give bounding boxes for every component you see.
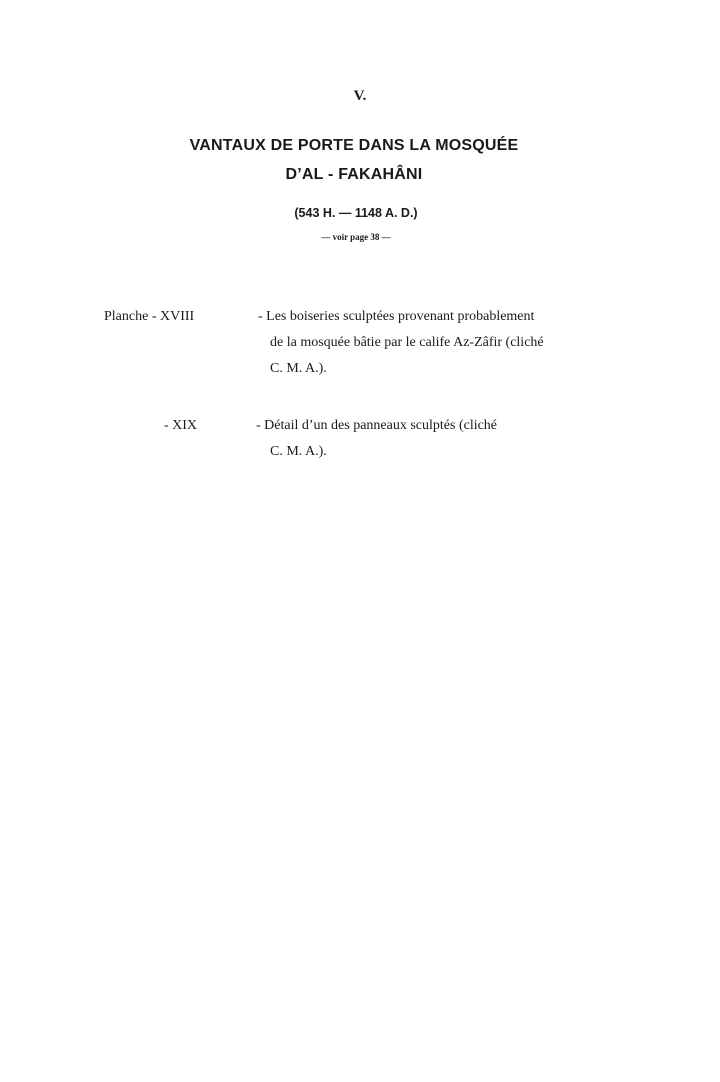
plate-xviii-line-2: de la mosquée bâtie par le calife Az-Zâfir (cliché: [270, 335, 544, 350]
plate-label-xviii: Planche - XVIII: [104, 309, 195, 324]
plate-xviii-line-3: C. M. A.).: [270, 361, 327, 376]
section-number: V.: [353, 88, 367, 104]
plate-label-xix: - XIX: [164, 418, 198, 433]
plate-xviii-line-1: - Les boiseries sculptées provenant probablement: [258, 309, 535, 324]
plate-xix-line-2: C. M. A.).: [270, 444, 327, 459]
title-line-1: VANTAUX DE PORTE DANS LA MOSQUÉE: [189, 137, 519, 154]
date-range: (543 H. — 1148 A. D.): [294, 206, 418, 220]
title-line-2: D’AL - FAKAHÂNI: [285, 166, 423, 183]
plate-xix-line-1: - Détail d’un des panneaux sculptés (cliché: [256, 418, 498, 433]
page-reference: — voir page 38 —: [321, 232, 391, 242]
